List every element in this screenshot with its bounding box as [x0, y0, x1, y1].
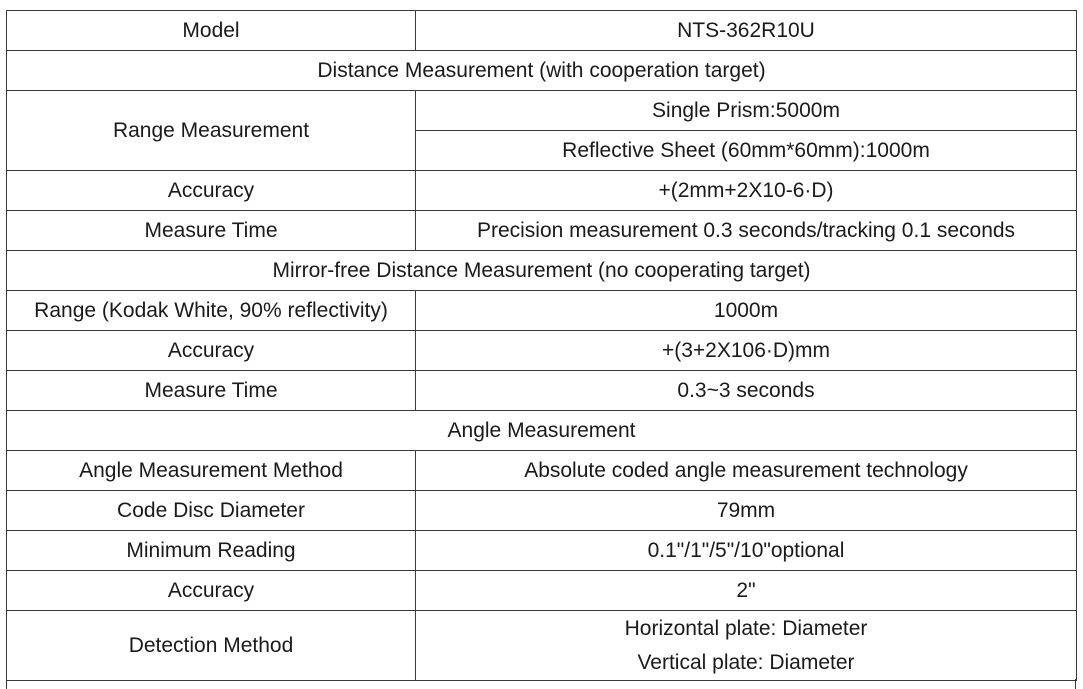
table-row [7, 451, 1077, 491]
distance-section-title: Distance Measurement (with cooperation target) [7, 51, 1077, 91]
spec-table [6, 10, 1077, 681]
code-disc-label: Code Disc Diameter [7, 491, 416, 531]
section-row [7, 251, 1077, 291]
distance-time-label: Measure Time [7, 211, 416, 251]
minimum-reading-value: 0.1"/1"/5"/10"optional [416, 531, 1077, 571]
table-row [7, 611, 1077, 681]
vertical-plate-value: Vertical plate: Diameter [637, 650, 855, 674]
minimum-reading-label: Minimum Reading [7, 531, 416, 571]
mirror-time-value: 0.3~3 seconds [416, 371, 1077, 411]
table-row [7, 291, 1077, 331]
detection-method-label: Detection Method [7, 611, 416, 681]
distance-accuracy-value: +(2mm+2X10-6·D) [416, 171, 1077, 211]
horizontal-plate-value: Horizontal plate: Diameter [624, 616, 868, 640]
table-row [7, 571, 1077, 611]
table-row [7, 371, 1077, 411]
mirror-section-title: Mirror-free Distance Measurement (no cooperating target) [7, 251, 1077, 291]
table-row [7, 91, 1077, 131]
detection-method-value [416, 611, 1077, 681]
section-row [7, 51, 1077, 91]
table-row [7, 11, 1077, 51]
table-row [7, 171, 1077, 211]
reflective-sheet-value: Reflective Sheet (60mm*60mm):1000m [416, 131, 1077, 171]
angle-method-value: Absolute coded angle measurement technology [416, 451, 1077, 491]
model-value: NTS-362R10U [416, 11, 1077, 51]
angle-method-label: Angle Measurement Method [7, 451, 416, 491]
mirror-range-label: Range (Kodak White, 90% reflectivity) [7, 291, 416, 331]
model-label: Model [7, 11, 416, 51]
table-row [7, 491, 1077, 531]
table-row [7, 531, 1077, 571]
mirror-time-label: Measure Time [7, 371, 416, 411]
single-prism-value: Single Prism:5000m [416, 91, 1077, 131]
mirror-accuracy-value: +(3+2X106·D)mm [416, 331, 1077, 371]
distance-accuracy-label: Accuracy [7, 171, 416, 211]
table-continuation-edge [6, 679, 1076, 689]
angle-accuracy-value: 2" [416, 571, 1077, 611]
angle-accuracy-label: Accuracy [7, 571, 416, 611]
mirror-range-value: 1000m [416, 291, 1077, 331]
section-row [7, 411, 1077, 451]
angle-section-title: Angle Measurement [7, 411, 1077, 451]
table-row [7, 331, 1077, 371]
distance-time-value: Precision measurement 0.3 seconds/tracking 0.1 seconds [416, 211, 1077, 251]
code-disc-value: 79mm [416, 491, 1077, 531]
table-row [7, 211, 1077, 251]
range-measurement-label: Range Measurement [7, 91, 416, 171]
mirror-accuracy-label: Accuracy [7, 331, 416, 371]
